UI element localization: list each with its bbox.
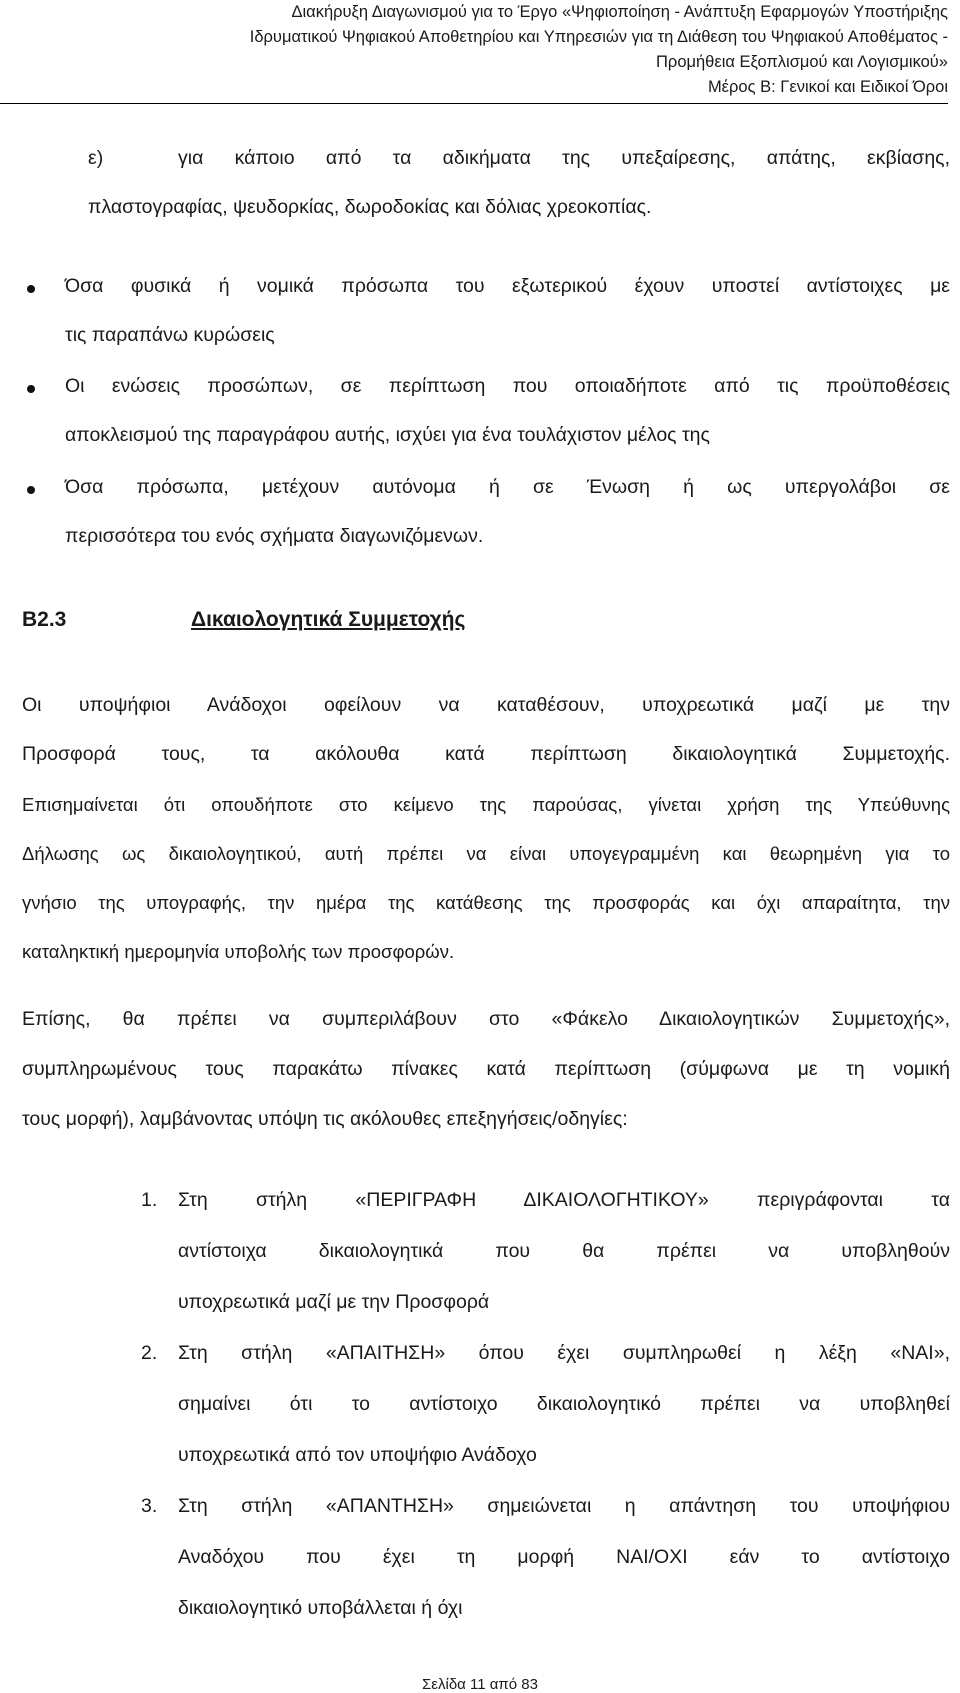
header-line-4: Μέρος Β: Γενικοί και Ειδικοί Όροι (707, 78, 948, 96)
document-header (0, 0, 948, 100)
list-item-2-line-2: σημαίνει ότι το αντίστοιχο δικαιολογητικό πρέπει να υποβληθεί (178, 1393, 950, 1415)
bullet-1-line-2: τις παραπάνω κυρώσεις (65, 324, 275, 346)
header-line-2: Ιδρυματικού Ψηφιακού Αποθετηρίου και Υπηρεσιών για τη Διάθεση του Ψηφιακού Αποθέματος - (249, 28, 948, 46)
bullet-1-line-1: Όσα φυσικά ή νομικά πρόσωπα του εξωτερικού έχουν υποστεί αντίστοιχες με (65, 275, 950, 297)
para-2-line-3: γνήσιο της υπογραφής, την ημέρα της κατάθεσης της προσφοράς και όχι απαραίτητα, την (22, 892, 950, 913)
item-e-label: ε) (88, 147, 104, 169)
header-line-1: Διακήρυξη Διαγωνισμού για το Έργο «Ψηφιοποίηση - Ανάπτυξη Εφαρμογών Υποστήριξης (291, 3, 948, 21)
section-number: Β2.3 (22, 608, 67, 631)
para-2-line-1: Επισημαίνεται ότι οπουδήποτε στο κείμενο της παρούσας, γίνεται χρήση της Υπεύθυνης (22, 794, 950, 815)
bullet-icon (27, 285, 35, 293)
page-number: Σελίδα 11 από 83 (422, 1676, 538, 1693)
para-1-line-2: Προσφορά τους, τα ακόλουθα κατά περίπτωση δικαιολογητικά Συμμετοχής. (22, 743, 950, 765)
list-item-1-line-3: υποχρεωτικά μαζί με την Προσφορά (178, 1291, 490, 1313)
item-e-line-2: πλαστογραφίας, ψευδορκίας, δωροδοκίας και δόλιας χρεοκοπίας. (88, 196, 652, 218)
bullet-icon (27, 385, 35, 393)
section-title: Δικαιολογητικά Συμμετοχής (191, 608, 466, 631)
list-item-3-line-3: δικαιολογητικό υποβάλλεται ή όχι (178, 1597, 463, 1619)
header-divider (0, 103, 948, 104)
bullet-2-line-1: Οι ενώσεις προσώπων, σε περίπτωση που οποιαδήποτε από τις προϋποθέσεις (65, 375, 950, 397)
bullet-icon (27, 486, 35, 494)
list-item-1-line-1: Στη στήλη «ΠΕΡΙΓΡΑΦΗ ΔΙΚΑΙΟΛΟΓΗΤΙΚΟΥ» περιγράφονται τα (178, 1189, 950, 1211)
bullet-2-line-2: αποκλεισμού της παραγράφου αυτής, ισχύει για ένα τουλάχιστον μέλος της (65, 424, 710, 446)
bullet-3-line-2: περισσότερα του ενός σχήματα διαγωνιζόμενων. (65, 525, 484, 547)
list-item-3-line-1: Στη στήλη «ΑΠΑΝΤΗΣΗ» σημειώνεται η απάντηση του υποψήφιου (178, 1495, 950, 1517)
para-2-line-2: Δήλωσης ως δικαιολογητικού, αυτή πρέπει να είναι υπογεγραμμένη και θεωρημένη για το (22, 843, 950, 864)
header-line-3: Προμήθεια Εξοπλισμού και Λογισμικού» (656, 53, 948, 71)
bullet-3-line-1: Όσα πρόσωπα, μετέχουν αυτόνομα ή σε Ένωση ή ως υπεργολάβοι σε (65, 476, 950, 498)
para-3-line-1: Επίσης, θα πρέπει να συμπεριλάβουν στο «Φάκελο Δικαιολογητικών Συμμετοχής», (22, 1008, 950, 1030)
list-item-1-line-2: αντίστοιχα δικαιολογητικά που θα πρέπει να υποβληθούν (178, 1240, 950, 1262)
item-e-line-1: για κάποιο από τα αδικήματα της υπεξαίρεσης, απάτης, εκβίασης, (178, 147, 950, 169)
list-item-2-number: 2. (141, 1342, 158, 1364)
para-1-line-1: Οι υποψήφιοι Ανάδοχοι οφείλουν να καταθέσουν, υποχρεωτικά μαζί με την (22, 694, 950, 716)
para-3-line-2: συμπληρωμένους τους παρακάτω πίνακες κατά περίπτωση (σύμφωνα με τη νομική (22, 1058, 950, 1080)
para-3-line-3: τους μορφή), λαμβάνοντας υπόψη τις ακόλουθες επεξηγήσεις/οδηγίες: (22, 1108, 628, 1130)
list-item-3-line-2: Αναδόχου που έχει τη μορφή ΝΑΙ/ΟΧΙ εάν το αντίστοιχο (178, 1546, 950, 1568)
list-item-2-line-1: Στη στήλη «ΑΠΑΙΤΗΣΗ» όπου έχει συμπληρωθεί η λέξη «ΝΑΙ», (178, 1342, 950, 1364)
list-item-1-number: 1. (141, 1189, 158, 1211)
para-2-line-4: καταληκτική ημερομηνία υποβολής των προσφορών. (22, 941, 455, 962)
list-item-3-number: 3. (141, 1495, 158, 1517)
list-item-2-line-3: υποχρεωτικά από τον υποψήφιο Ανάδοχο (178, 1444, 537, 1466)
